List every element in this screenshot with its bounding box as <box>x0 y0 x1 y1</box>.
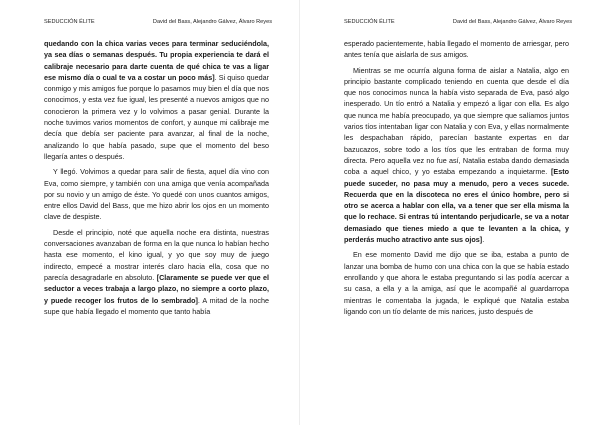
paragraph <box>344 65 569 246</box>
left-page-body <box>44 38 269 321</box>
paragraph <box>44 227 269 317</box>
book-title: SEDUCCIÓN ÉLITE <box>44 19 95 25</box>
bold-note: quedando con la chica varias veces para terminar seduciéndola, ya sea días o semanas después. Tu propia experiencia te dará el calibraje necesario para darte cuenta de qué chica te vas a ligar ese mismo día o cual te va a costar un poco más] <box>44 39 269 82</box>
paragraph-text: Mientras se me ocurría alguna forma de aislar a Natalia, algo en principio bastante complicado teniendo en cuenta que desde el día que nos conocimos nunca la había visto separada de Eva, pasó algo inesperado. Un tío entró a Natalia y empezó a ligar con ella. Es algo que nunca me había preocupado, ya que siempre que salíamos juntos varios tíos intentaban ligar con Natalia y con Eva, y ellas normalmente les despachaban rápido, parecían bastante expertas en dar bazucazos, sobre todo a los tíos que les entraban de forma muy directa. Pero aquella vez no fue así, Natalia estaba dando demasiada coba a aquel chico, y yo estaba empezando a inquietarme. <box>344 65 569 177</box>
right-page <box>300 0 600 425</box>
bold-note: [Claramente se puede ver que el seductor a veces trabaja a largo plazo, no siempre a corto plazo, y puede recoger los frutos de lo sembrado] <box>44 272 269 305</box>
right-page-body <box>344 38 569 321</box>
paragraph-text: Desde el principio, noté que aquella noche era distinta, nuestras conversaciones avanzaban de forma en la que nunca lo habían hecho hasta ese momento, el kino igual, y yo que soy muy de juego indirecto, empecé a mostrar interés claro hacia ella, cosa que no parecía desagradarle en absoluto. <box>44 227 269 282</box>
paragraph: En ese momento David me dijo que se iba, estaba a punto de lanzar una bomba de humo con una chica con la que se había estado enrollando y que ahora le estaba preguntando si las podía acercar a su casa, a ella y a la amiga, así que le acompañé al guardarropa mientras le comentaba la jugada, le expliqué que Natalia estaba ligando con un tío delante de mis narices, justo después de <box>344 250 569 316</box>
paragraph <box>44 38 269 162</box>
book-title: SEDUCCIÓN ÉLITE <box>344 19 395 25</box>
bold-note: [Esto puede suceder, no pasa muy a menudo, pero a veces sucede. Recuerda que en la discoteca no eres el único hombre, pero si otro se acerca a hablar con ella, va a tener que ser ella misma la que lo rechace. Si entras tú intentando perjudicarle, se va a notar demasiado que tienes miedo a que te levanten a la chica, y perderás mucho atractivo ante sus ojos] <box>344 167 569 245</box>
paragraph-text: . A mitad de la noche supe que había llegado el momento que tanto había <box>44 295 270 316</box>
paragraph: Y llegó. Volvimos a quedar para salir de fiesta, aquel día vino con Eva, como siempre, y también con una amiga que venía acompañada por su novio y un amigo de éste. Yo quedé con unos cuantos amigos, entre ellos David del Bass, que me hizo abrir los ojos en un momento clave de despiste. <box>44 167 269 222</box>
paragraph-text: . Si quiso quedar conmigo y mis amigos fue porque lo pasamos muy bien el día que nos conocimos, y esta vez fue igual, les presenté a nuevos amigos que no conocieron la primera vez y lo volvimos a pasar genial. Durante la noche tuvimos varios momentos de confort, y aunque mi calibraje me decía que debía ser paciente para avanzar, al final de la noche, analizando lo que había pasado, supe que el momento del beso llegaría antes o después. <box>44 72 269 161</box>
running-header-right <box>344 19 572 25</box>
book-authors: David del Bass, Alejandro Gálvez, Álvaro Reyes <box>152 19 272 25</box>
paragraph: esperado pacientemente, había llegado el momento de arriesgar, pero antes tenía que aislarla de sus amigos. <box>344 39 569 60</box>
running-header-left <box>44 19 272 25</box>
book-authors: David del Bass, Alejandro Gálvez, Álvaro Reyes <box>452 19 572 25</box>
paragraph-text: . <box>482 235 485 245</box>
